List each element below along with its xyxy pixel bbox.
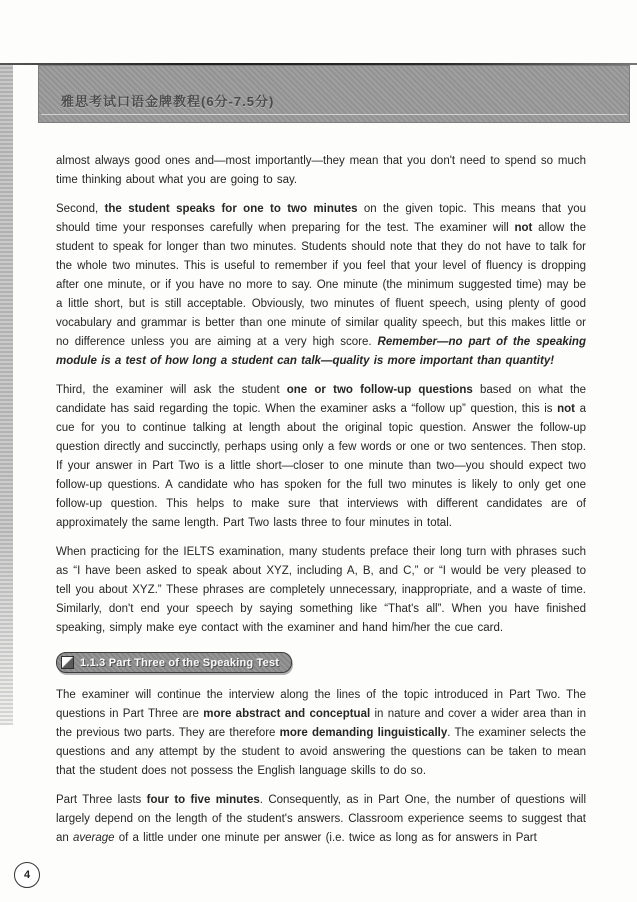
text-run: on the given topic. This means that you should time your responses carefully when preparing for the test. The examiner will bbox=[56, 203, 586, 234]
text-run: When practicing for the IELTS examination, many students preface their long turn with phrases such as “I have been asked to speak about XYZ, including A, B, and C,” or “I would be very pleased to tell you about XYZ.” These phrases are completely unnecessary, inappropriate, and a waste of time. Similarly, don't end your speech by saying something like “That's all”. When you have finished speaking, simply make eye contact with the examiner and hand him/her the cue card. bbox=[56, 546, 586, 634]
page-number-badge bbox=[14, 862, 40, 888]
paragraph bbox=[56, 200, 586, 371]
text-run: . The examiner selects the questions and any attempt by the student to avoid answering the questions can be taken to mean that the student does not possess the English language skills to do so. bbox=[56, 727, 586, 777]
text-run: Second, bbox=[56, 203, 105, 215]
paragraph bbox=[56, 543, 586, 638]
chapter-header-bar bbox=[38, 65, 630, 123]
section-heading-label: 1.1.3 Part Three of the Speaking Test bbox=[80, 656, 280, 669]
text-run: The examiner will continue the interview along the lines of the topic introduced in Part Two. The questions in Part Three are bbox=[56, 689, 586, 720]
text-run: . Consequently, as in Part One, the number of questions will largely depend on the length of the student's answers. Classroom experience seems to suggest that an bbox=[56, 794, 587, 844]
text-run: not bbox=[557, 403, 576, 415]
text-run: of a little under one minute per answer (i.e. twice as long as for answers in Part bbox=[114, 832, 537, 844]
corner-triangle-icon bbox=[61, 656, 74, 669]
text-run: the student speaks for one to two minutes bbox=[104, 203, 358, 215]
text-run: allow the student to speak for longer than two minutes. Students should note that they do not have to talk for the whole two minutes. This is useful to remember if you feel that your level of fluency is dropping after one minute, or if you have no more to say. One minute (the minimum suggested time) may be a little short, but is still acceptable. Obviously, two minutes of fluent speech, using plenty of good vocabulary and grammar is better than one minute of similar quality speech, but this makes little or no difference unless you are aiming at a very high score. bbox=[56, 222, 586, 348]
text-run: Remember—no part of the speaking module is a test of how long a student can talk—quality is more important than quantity! bbox=[56, 336, 586, 367]
text-run: Third, the examiner will ask the student bbox=[56, 384, 287, 396]
text-run: more abstract and conceptual bbox=[203, 708, 371, 720]
text-run: average bbox=[73, 832, 115, 844]
text-run: in nature and cover a wider area than in the previous two parts. They are therefore bbox=[56, 708, 587, 739]
text-run: not bbox=[514, 222, 533, 234]
paragraph bbox=[56, 152, 586, 190]
paragraph bbox=[56, 791, 586, 848]
chapter-title: 雅思考试口语金牌教程(6分-7.5分) bbox=[61, 94, 275, 109]
text-run: almost always good ones and—most importantly—they mean that you don't need to spend so much time thinking about what you are going to say. bbox=[56, 155, 586, 186]
section-heading-badge bbox=[56, 652, 292, 673]
paragraph bbox=[56, 686, 586, 781]
text-run: Part Three lasts bbox=[56, 794, 147, 806]
paragraph bbox=[56, 381, 586, 533]
page-number-label: 4 bbox=[23, 869, 31, 881]
text-run: one or two follow-up questions bbox=[286, 384, 473, 396]
scan-binding-edge bbox=[0, 65, 13, 725]
text-run: four to five minutes bbox=[146, 794, 260, 806]
text-run: a cue for you to continue talking at length about the original topic question. Answer the follow-up question directly and succinctly, perhaps using only a few words or one or two sentences. Then stop. If your answer in Part Two is a little short—closer to one minute than two—you should expect two follow-up questions. A candidate who has spoken for the full two minutes is likely to only get one follow-up question. This helps to make sure that interviews with different candidates are of approximately the same length. Part Two lasts three to four minutes in total. bbox=[56, 403, 587, 529]
text-run: more demanding linguistically bbox=[279, 727, 448, 739]
text-run: based on what the candidate has said regarding the topic. When the examiner asks a “follow up” question, this is bbox=[56, 384, 586, 415]
content-blocks bbox=[56, 152, 586, 858]
